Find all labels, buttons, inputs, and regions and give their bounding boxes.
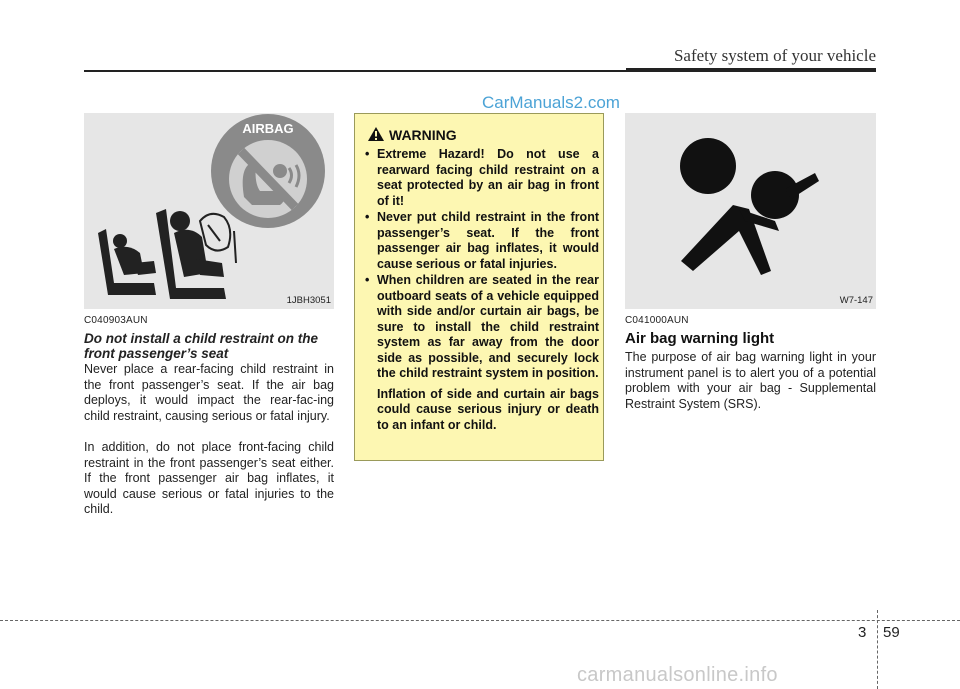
warning-title: WARNING — [389, 127, 457, 143]
page-number: 59 — [883, 624, 900, 641]
warning-item: • Never put child restraint in the front passenger’s seat. If the front passenger air bag inflates, it would cause serious or fatal injuries. — [365, 210, 599, 272]
airbag-warning-light-icon — [625, 113, 876, 309]
warning-triangle-icon — [367, 126, 385, 142]
child-seat-airbag-illustration — [84, 113, 334, 309]
left-section-code: C040903AUN — [84, 315, 148, 326]
watermark-top: CarManuals2.com — [482, 93, 620, 112]
watermark-bottom: carmanualsonline.info — [577, 664, 778, 686]
airbag-badge-text: AIRBAG — [242, 121, 294, 136]
chapter-number: 3 — [858, 624, 867, 641]
running-header-title: Safety system of your vehicle — [673, 46, 876, 65]
left-paragraph-1: Never place a rear-facing child restraint in the front passenger’s seat. If the air bag deploys, it would impact the rear-fac-ing child restraint, causing serious or fatal injury. — [84, 362, 334, 423]
footer-dashed-divider — [877, 610, 878, 689]
header-rule-accent — [626, 68, 876, 72]
left-figure-code: 1JBH3051 — [286, 295, 331, 306]
left-paragraph-2: In addition, do not place front-facing child restraint in the front passenger’s seat either. If the front passenger air bag inflates, it would cause serious or fatal injuries to the child. — [84, 440, 334, 516]
left-figure — [84, 113, 334, 309]
warning-list — [365, 147, 599, 433]
right-figure — [625, 113, 876, 309]
warning-box — [354, 113, 604, 461]
right-section-heading: Air bag warning light — [625, 330, 775, 347]
right-section-code: C041000AUN — [625, 315, 689, 326]
footer-dashed-rule — [0, 620, 960, 621]
warning-item: • Extreme Hazard! Do not use a rearward facing child restraint on a seat protected by an air bag in front of it! — [365, 147, 599, 209]
right-paragraph: The purpose of air bag warning light in your instrument panel is to alert you of a potential problem with your air bag - Supplemental Restraint System (SRS). — [625, 350, 876, 411]
left-section-heading: Do not install a child restraint on the front passenger’s seat — [84, 331, 319, 361]
warning-extra-text: Inflation of side and curtain air bags could cause serious injury or death to an infant or child. — [377, 386, 599, 432]
right-figure-code: W7-147 — [839, 295, 873, 306]
warning-item: • When children are seated in the rear outboard seats of a vehicle equipped with side and/or curtain air bags, be sure to install the child restraint system as far away from the door side as possible, and securely lock the child restraint system in position. — [365, 273, 599, 382]
